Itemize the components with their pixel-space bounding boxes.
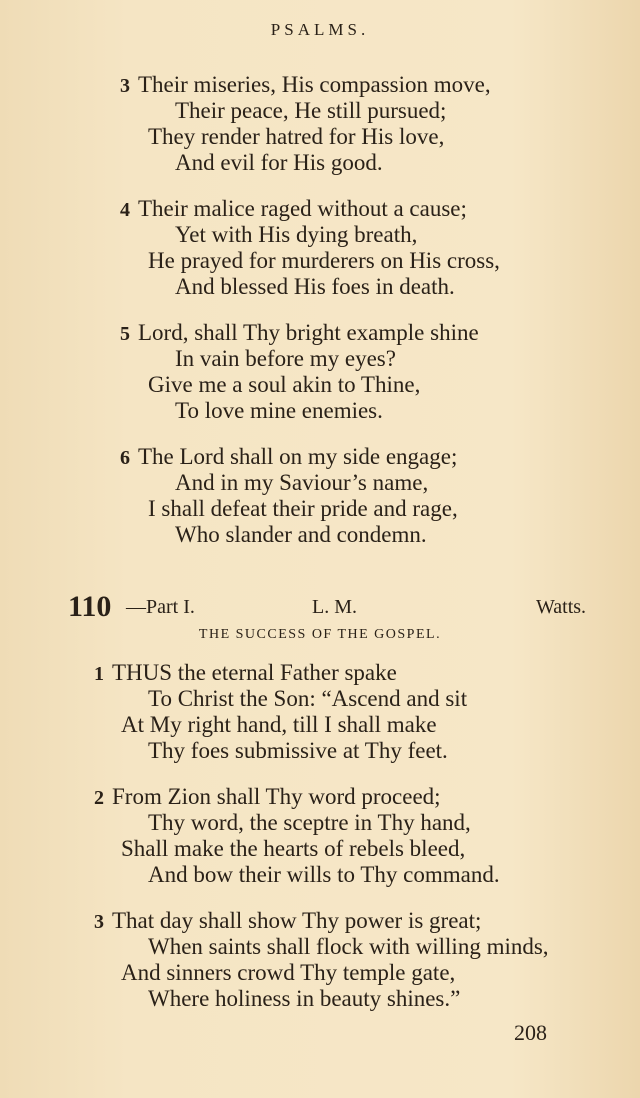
stanza-number: 5 [120,323,130,345]
running-head: PSALMS. [270,20,370,39]
stanza-line: Yet with His dying breath, [175,222,418,247]
stanza-line: 3 That day shall show Thy power is great; [94,908,482,933]
hymn-number: 110 [68,590,112,623]
stanza-line: When saints shall flock with willing minds, [148,934,549,959]
stanza-line: 2 From Zion shall Thy word proceed; [94,784,441,809]
stanza-line: He prayed for murderers on His cross, [148,248,500,273]
stanza-line: And in my Saviour’s name, [175,470,429,495]
stanza-line: 5 Lord, shall Thy bright example shine [120,320,479,345]
stanza-line: And sinners crowd Thy temple gate, [121,960,456,985]
stanza-line: And blessed His foes in death. [175,274,455,299]
hymn-author: Watts. [536,596,587,618]
stanza-number: 6 [120,447,130,469]
stanza-line: Their peace, He still pursued; [175,98,447,123]
stanza-line: I shall defeat their pride and rage, [148,496,458,521]
page-number: 208 [514,1020,547,1045]
stanza-line: To love mine enemies. [175,398,383,423]
stanza-number: 4 [120,199,130,221]
stanza-line: And evil for His good. [175,150,383,175]
stanza-line: They render hatred for His love, [148,124,445,149]
stanza-line: 6 The Lord shall on my side engage; [120,444,458,469]
stanza-number: 1 [94,663,104,685]
stanza-number: 3 [120,75,130,97]
stanza-line: 3 Their miseries, His compassion move, [120,72,491,97]
stanza-line: Thy word, the sceptre in Thy hand, [148,810,471,835]
stanza-line: To Christ the Son: “Ascend and sit [148,686,468,711]
hymn-part: —Part I. [126,596,195,618]
stanza-line: Where holiness in beauty shines.” [148,986,461,1011]
stanza-line: Who slander and condemn. [175,522,427,547]
stanza-line: And bow their wills to Thy command. [148,862,500,887]
stanza-line: 1 THUS the eternal Father spake [94,660,397,685]
stanza-line: Give me a soul akin to Thine, [148,372,421,397]
hymn-header [0,590,640,626]
stanza-line: At My right hand, till I shall make [121,712,437,737]
stanza-number: 3 [94,911,104,933]
stanza-line: 4 Their malice raged without a cause; [120,196,467,221]
stanza-number: 2 [94,787,104,809]
stanza-line: Shall make the hearts of rebels bleed, [121,836,466,861]
hymn-title: THE SUCCESS OF THE GOSPEL. [198,627,442,642]
hymn-meter: L. M. [312,596,357,618]
stanza-line: In vain before my eyes? [175,346,396,371]
stanza-line: Thy foes submissive at Thy feet. [148,738,448,763]
